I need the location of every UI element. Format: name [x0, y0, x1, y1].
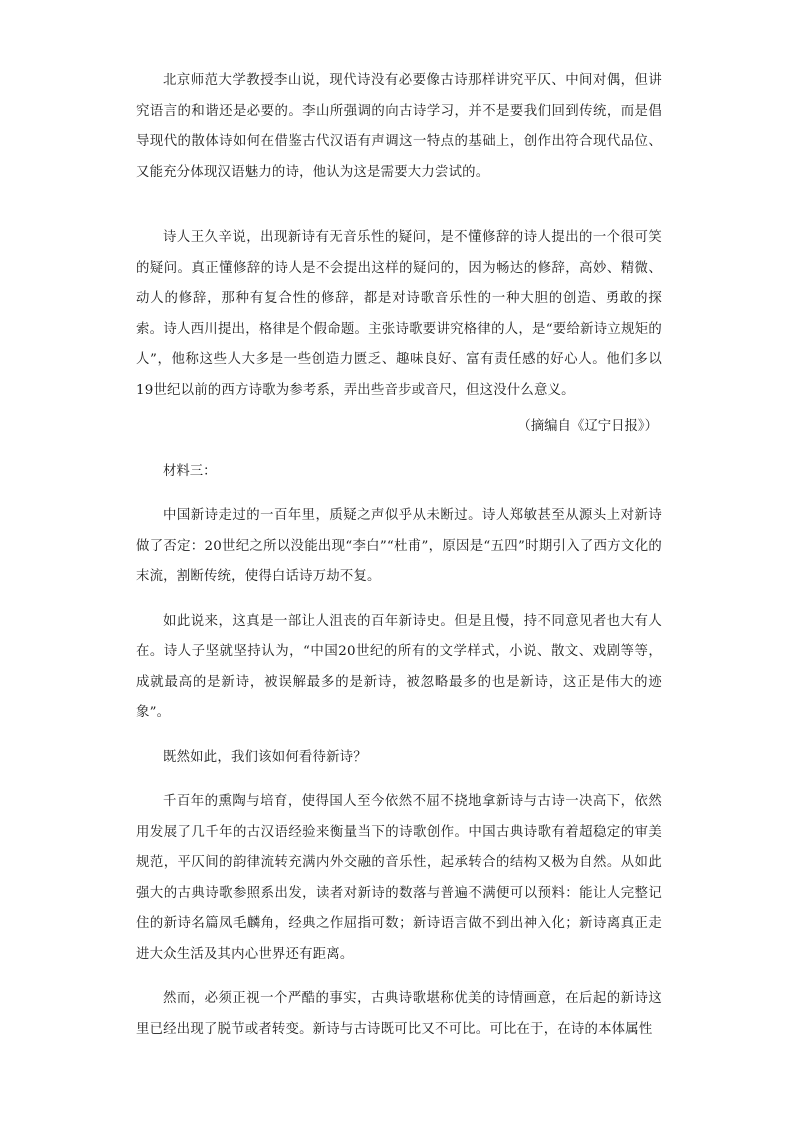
paragraph-classical-poetry: 千百年的熏陶与培育，使得国人至今依然不屈不挠地拿新诗与古诗一决高下，依然用发展了几千年的古汉语经验来衡量当下的诗歌创作。中国古典诗歌有着超稳定的审美规范，平仄间的韵律流转充满内外交融的音乐性，起承转合的结构又极为自然。从如此强大的古典诗歌参照系出发，读者对新诗的数落与普遍不满便可以预料：能让人完整记住的新诗名篇凤毛麟角，经典之作屈指可数；新诗语言做不到出神入化；新诗离真正走进大众生活及其内心世界还有距离。 [136, 794, 662, 962]
document-body [136, 66, 662, 1045]
paragraph-zheng-min: 中国新诗走过的一百年里，质疑之声似乎从未断过。诗人郑敏甚至从源头上对新诗做了否定：20世纪之所以没能出现“李白”“杜甫”，原因是“五四”时期引入了西方文化的末流，割断传统，使得白话诗万劫不复。 [136, 508, 662, 584]
paragraph-li-shan: 北京师范大学教授李山说，现代诗没有必要像古诗那样讲究平仄、中间对偶，但讲究语言的和谐还是必要的。李山所强调的向古诗学习，并不是要我们回到传统，而是倡导现代的散体诗如何在借鉴古代汉语有声调这一特点的基础上，创作出符合现代品位、又能充分体现汉语魅力的诗，他认为这是需要大力尝试的。 [136, 73, 662, 180]
section-heading: 材料三： [163, 463, 217, 479]
paragraph-zi-jian: 如此说来，这真是一部让人沮丧的百年新诗史。但是且慢，持不同意见者也大有人在。诗人子坚就坚持认为，“中国20世纪的所有的文学样式，小说、散文、戏剧等等，成就最高的是新诗，被误解最多的是新诗，被忽略最多的也是新诗，这正是伟大的迹象”。 [136, 613, 662, 720]
paragraph-wang-jiuxin: 诗人王久辛说，出现新诗有无音乐性的疑问，是不懂修辞的诗人提出的一个很可笑的疑问。真正懂修辞的诗人是不会提出这样的疑问的，因为畅达的修辞，高妙、精微、动人的修辞，那种有复合性的修辞，都是对诗歌音乐性的一种大胆的创造、勇敢的探索。诗人西川提出，格律是个假命题。主张诗歌要讲究格律的人，是“要给新诗立规矩的人”，他称这些人大多是一些创造力匮乏、趣味良好、富有责任感的好心人。他们多以19世纪以前的西方诗歌为参考系，弄出些音步或音尺，但这没什么意义。 [136, 230, 662, 398]
paragraph-reality: 然而，必须正视一个严酷的事实，古典诗歌堪称优美的诗情画意，在后起的新诗这里已经出现了脱节或者转变。新诗与古诗既可比又不可比。可比在于，在诗的本体属性 [136, 991, 662, 1037]
paragraph-question: 既然如此，我们该如何看待新诗？ [163, 749, 367, 765]
source-citation: （摘编自《辽宁日报》） [517, 419, 658, 434]
